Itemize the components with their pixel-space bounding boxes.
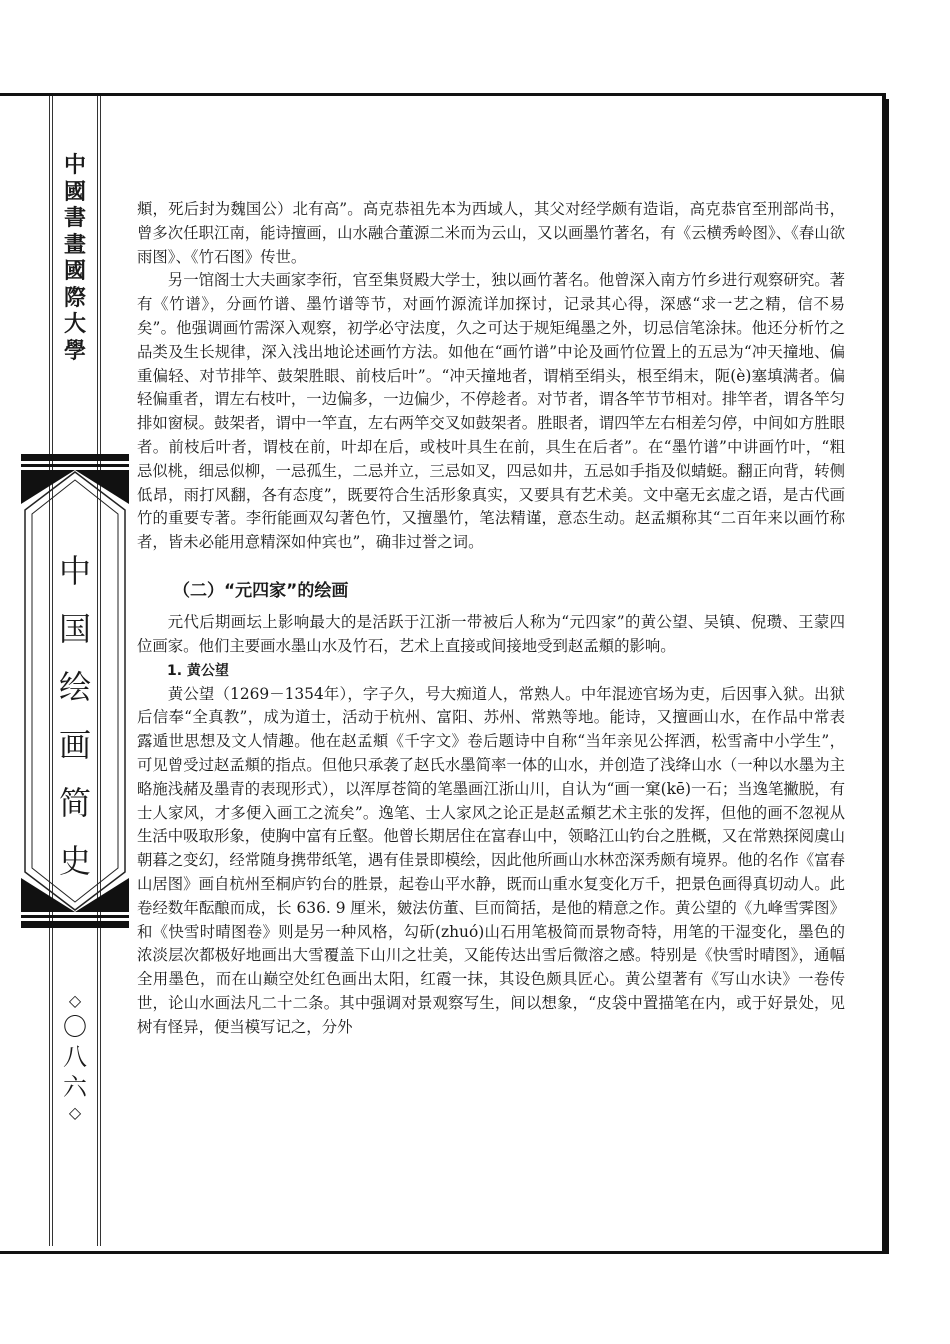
page-number-char: 六	[63, 1073, 87, 1101]
sub-heading: 1. 黄公望	[167, 662, 229, 679]
paragraph: 頫，死后封为魏国公）北有高”。高克恭祖先本为西域人，其父对经学颇有造诣，高克恭官至刑部尚书，曾多次任职江南，能诗擅画，山水融合董源二米而为云山，又以画墨竹著名，有《云横秀岭图》、《春山欲雨图》、《竹石图》传世。	[137, 200, 845, 266]
university-char: 國	[63, 178, 86, 205]
book-title-box	[21, 454, 129, 928]
diamond-icon: ◇	[68, 991, 82, 1010]
frame-shadow-bottom	[6, 1251, 889, 1254]
university-name	[46, 152, 104, 364]
university-char: 書	[63, 205, 86, 231]
decorative-band	[21, 915, 129, 918]
university-char: 中	[63, 152, 86, 178]
university-char: 際	[63, 284, 86, 311]
book-title-char: 国	[58, 610, 91, 648]
book-title-char: 绘	[58, 668, 91, 706]
page-number	[46, 990, 104, 1124]
page-number-char: 八	[63, 1043, 87, 1071]
book-title-char: 中	[58, 552, 91, 590]
diamond-icon: ◇	[68, 1103, 82, 1122]
page-number-char: 〇	[63, 1013, 87, 1041]
paragraph: 另一馆阁士大夫画家李衎，官至集贤殿大学士，独以画竹著名。他曾深入南方竹乡进行观察研究。著有《竹谱》，分画竹谱、墨竹谱等节，对画竹源流详加探讨，记录其心得，深感“求一艺之精，信不易矣”。他强调画竹需深入观察，初学必守法度，久之可达于规矩绳墨之外，切忌信笔涂抹。他还分析竹之品类及生长规律，深入浅出地论述画竹方法。如他在“画竹谱”中论及画竹位置上的五忌为“冲天撞地、偏重偏轻、对节排竿、鼓架胜眼、前枝后叶”。“冲天撞地者，谓梢至绢头，根至绢末，阨(è)塞填满者。偏轻偏重者，谓左右枝叶，一边偏多，一边偏少，不停趁者。对节者，谓各竿节节相对。排竿者，谓各竿匀排如窗棂。鼓架者，谓中一竿直，左右两竿交叉如鼓架者。胜眼者，谓四竿左右相差匀停，中间如方胜眼者。前枝后叶者，谓枝在前，叶却在后，或枝叶具生在前，具生在后者”。在“墨竹谱”中讲画竹叶，“粗忌似桃，细忌似柳，一忌孤生，二忌并立，三忌如叉，四忌如井，五忌如手指及似蜻蜓。翻正向背，转侧低昂，雨打风翻，各有态度”，既要符合生活形象真实，又要具有艺术美。文中毫无玄虚之语，是古代画竹的重要专著。李衎能画双勾著色竹，又擅墨竹，笔法精谨，意态生动。赵孟頫称其“二百年来以画竹称者，皆未必能用意精深如仲宾也”，确非过誉之词。	[137, 271, 845, 552]
university-char: 畫	[63, 231, 86, 258]
book-title-char: 画	[58, 726, 91, 764]
sidebar	[46, 96, 104, 1246]
book-title-char: 史	[58, 842, 91, 880]
paragraph: 黄公望（1269－1354年），字子久，号大痴道人，常熟人。中年混迹官场为吏，后因事入狱。出狱后信奉“全真教”，成为道士，活动于杭州、富阳、苏州、常熟等地。能诗，又擅画山水，在作品中常表露遁世思想及文人情趣。他在赵孟頫《千字文》卷后题诗中自称“当年亲见公挥洒，松雪斋中小学生”，可见曾受过赵孟頫的指点。但他只承袭了赵氏水墨简率一体的山水，并创造了浅绛山水（一种以水墨为主略施浅赭及墨青的表现形式），以浑厚苍简的笔墨画江浙山川，自认为“画一窠(kē)一石；当逸笔撇脱，有士人家风，才多便入画工之流矣”。逸笔、士人家风之论正是赵孟頫艺术主张的发挥，但他的画不忽视从生活中吸取形象，使胸中富有丘壑。他曾长期居住在富春山中，领略江山钓台之胜概，又在常熟探阅虞山朝暮之变幻，经常随身携带纸笔，遇有佳景即模绘，因此他所画山水林峦深秀颇有境界。他的名作《富春山居图》画自杭州至桐庐钓台的胜景，起卷山平水静，既而山重水复变化万千，把景色画得真切动人。此卷经数年酝酿而成，长 636. 9 厘米，皴法仿董、巨而简括，是他的精意之作。黄公望的《九峰雪霁图》和《快雪时晴图卷》则是另一种风格，勾斫(zhuó)山石用笔极简而景物奇特，用笔的干湿变化，墨色的浓淡层次都极好地画出大雪覆盖下山川之壮美，又能传达出雪后微溶之感。特别是《快雪时晴图》，通幅全用墨色，而在山巅空处红色画出太阳，红霞一抹，其设色颇具匠心。黄公望著有《写山水诀》一卷传世，论山水画法凡二十二条。其中强调对景观察写生，间以想象，“皮袋中置描笔在内，或于好景处，见树有怪异，便当模写记之，分外	[137, 684, 845, 1036]
university-char: 大	[63, 311, 86, 337]
main-text	[137, 198, 845, 1040]
paragraph: 元代后期画坛上影响最大的是活跃于江浙一带被后人称为“元四家”的黄公望、吴镇、倪瓒、王蒙四位画家。他们主要画水墨山水及竹石，艺术上直接或间接地受到赵孟頫的影响。	[137, 612, 845, 655]
decorative-band	[21, 921, 129, 928]
frame-shadow-right	[886, 99, 889, 1253]
book-title-char: 简	[58, 784, 91, 822]
university-char: 國	[63, 258, 86, 284]
section-heading: （二）“元四家”的绘画	[173, 580, 349, 601]
university-char: 學	[63, 337, 86, 364]
book-title	[21, 542, 129, 890]
